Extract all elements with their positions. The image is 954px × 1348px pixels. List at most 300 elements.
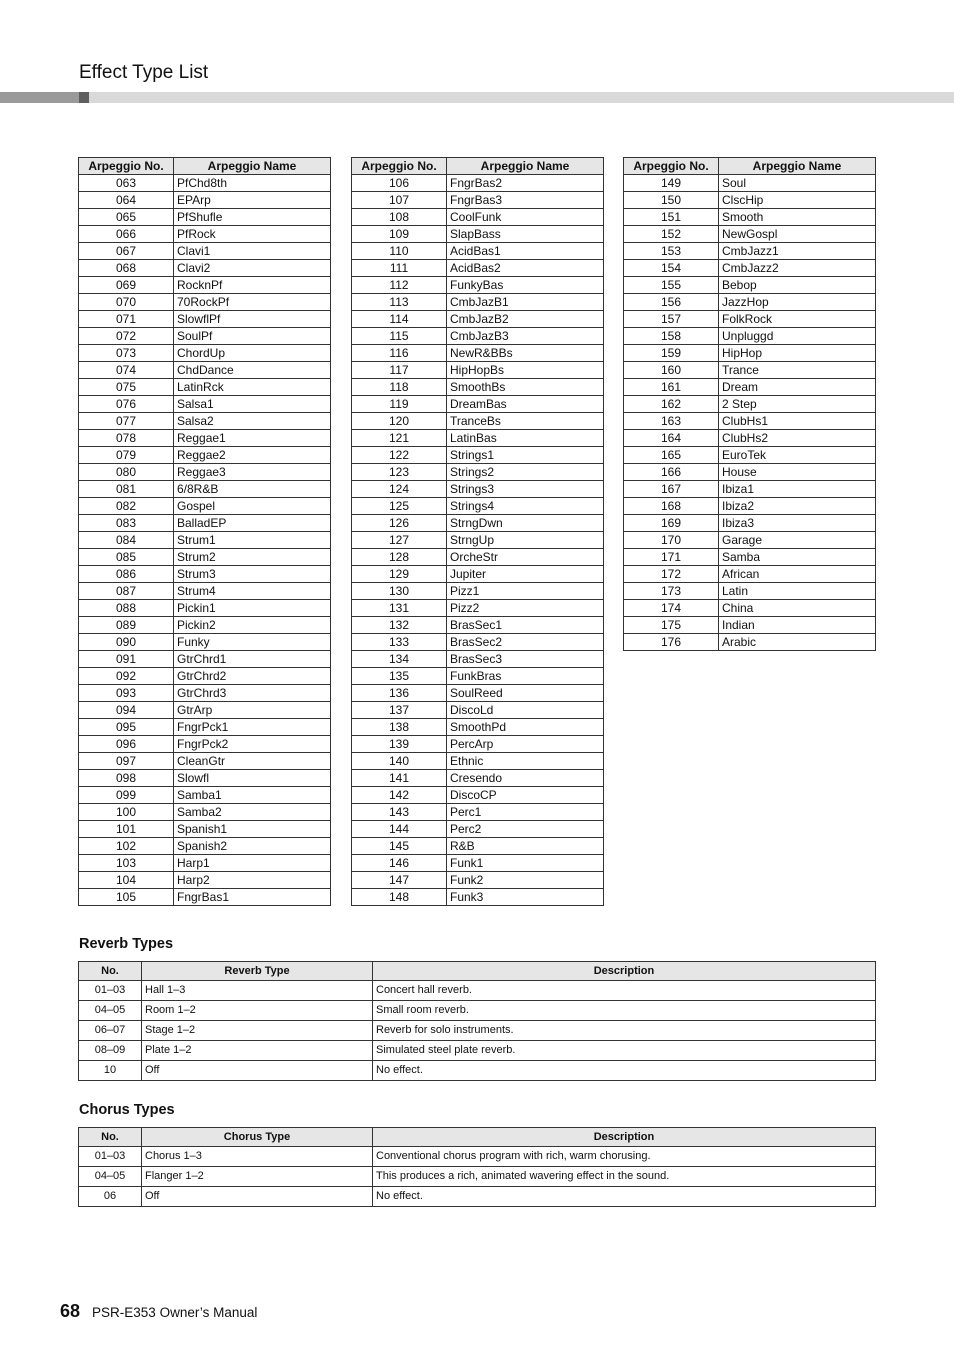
arpeggio-name: PfChd8th: [174, 175, 331, 192]
table-row: [352, 243, 604, 260]
arpeggio-name: SoulPf: [174, 328, 331, 345]
arpeggio-name: Ethnic: [447, 753, 604, 770]
arpeggio-name: JazzHop: [719, 294, 876, 311]
table-row: [79, 736, 331, 753]
table-row: [624, 175, 876, 192]
table-row: [352, 753, 604, 770]
table-row: [79, 804, 331, 821]
arpeggio-number: 072: [79, 328, 174, 345]
arpeggio-number: 076: [79, 396, 174, 413]
table-row: [79, 311, 331, 328]
arpeggio-number: 146: [352, 855, 447, 872]
reverb-description: Simulated steel plate reverb.: [373, 1041, 876, 1061]
table-row: [79, 481, 331, 498]
arpeggio-name: China: [719, 600, 876, 617]
arpeggio-name: Perc2: [447, 821, 604, 838]
table-row: [79, 243, 331, 260]
table-row: [352, 260, 604, 277]
table-row: [624, 515, 876, 532]
reverb-description: Concert hall reverb.: [373, 981, 876, 1001]
table-row: [79, 379, 331, 396]
arpeggio-name: Pickin2: [174, 617, 331, 634]
arpeggio-number: 135: [352, 668, 447, 685]
arpeggio-number: 100: [79, 804, 174, 821]
arpeggio-name: BalladEP: [174, 515, 331, 532]
table-row: [352, 277, 604, 294]
table-row: [352, 430, 604, 447]
arpeggio-number: 165: [624, 447, 719, 464]
table-row: [352, 719, 604, 736]
table-row: [79, 1187, 876, 1207]
arpeggio-name: GtrChrd3: [174, 685, 331, 702]
arpeggio-name: Unpluggd: [719, 328, 876, 345]
arpeggio-number: 093: [79, 685, 174, 702]
arpeggio-number: 094: [79, 702, 174, 719]
arpeggio-name: Pickin1: [174, 600, 331, 617]
arpeggio-number: 142: [352, 787, 447, 804]
table-row: [624, 481, 876, 498]
table-row: [79, 1021, 876, 1041]
table-row: [79, 566, 331, 583]
table-row: [352, 209, 604, 226]
arpeggio-name: StrngUp: [447, 532, 604, 549]
reverb-no-header: No.: [79, 962, 142, 981]
table-row: [624, 294, 876, 311]
table-row: [79, 515, 331, 532]
reverb-type-header: Reverb Type: [142, 962, 373, 981]
arpeggio-number: 174: [624, 600, 719, 617]
table-row: [79, 889, 331, 906]
arpeggio-number: 164: [624, 430, 719, 447]
arpeggio-name: NewGospl: [719, 226, 876, 243]
arpeggio-name: CoolFunk: [447, 209, 604, 226]
arpeggio-name: RocknPf: [174, 277, 331, 294]
table-row: [352, 192, 604, 209]
arpeggio-name: DiscoCP: [447, 787, 604, 804]
arpeggio-name: CmbJazB1: [447, 294, 604, 311]
arpeggio-name: Soul: [719, 175, 876, 192]
table-row: [352, 328, 604, 345]
table-row: [624, 209, 876, 226]
arpeggio-name: SoulReed: [447, 685, 604, 702]
table-row: [79, 362, 331, 379]
arpeggio-number: 153: [624, 243, 719, 260]
arpeggio-table-3: [623, 157, 876, 651]
arpeggio-name: 70RockPf: [174, 294, 331, 311]
arpeggio-number: 117: [352, 362, 447, 379]
arpeggio-number: 115: [352, 328, 447, 345]
arpeggio-name: Strings1: [447, 447, 604, 464]
arpeggio-number: 143: [352, 804, 447, 821]
arpeggio-number: 172: [624, 566, 719, 583]
arpeggio-name: African: [719, 566, 876, 583]
chorus-types-heading: Chorus Types: [79, 1102, 175, 1118]
arpeggio-name-header: Arpeggio Name: [447, 158, 604, 175]
arpeggio-name: FngrBas1: [174, 889, 331, 906]
arpeggio-number: 099: [79, 787, 174, 804]
arpeggio-name: CmbJazB3: [447, 328, 604, 345]
table-row: [352, 294, 604, 311]
arpeggio-number: 148: [352, 889, 447, 906]
table-row: [79, 549, 331, 566]
arpeggio-name: AcidBas1: [447, 243, 604, 260]
table-row: [352, 838, 604, 855]
table-row: [352, 226, 604, 243]
table-row: [79, 277, 331, 294]
arpeggio-name: Ibiza3: [719, 515, 876, 532]
arpeggio-name: NewR&BBs: [447, 345, 604, 362]
arpeggio-number: 144: [352, 821, 447, 838]
arpeggio-name: Bebop: [719, 277, 876, 294]
arpeggio-name: BrasSec2: [447, 634, 604, 651]
chorus-types-table: [78, 1127, 876, 1207]
reverb-number: 10: [79, 1061, 142, 1081]
table-row: [624, 243, 876, 260]
arpeggio-name: ChdDance: [174, 362, 331, 379]
arpeggio-name: FngrPck1: [174, 719, 331, 736]
table-row: [79, 855, 331, 872]
arpeggio-number: 156: [624, 294, 719, 311]
arpeggio-name: SlapBass: [447, 226, 604, 243]
arpeggio-number: 111: [352, 260, 447, 277]
arpeggio-number: 069: [79, 277, 174, 294]
arpeggio-name: FunkyBas: [447, 277, 604, 294]
table-row: [79, 175, 331, 192]
arpeggio-name: DreamBas: [447, 396, 604, 413]
arpeggio-number: 118: [352, 379, 447, 396]
arpeggio-number: 070: [79, 294, 174, 311]
arpeggio-number: 127: [352, 532, 447, 549]
arpeggio-number: 088: [79, 600, 174, 617]
reverb-number: 04–05: [79, 1001, 142, 1021]
reverb-type: Plate 1–2: [142, 1041, 373, 1061]
reverb-type: Stage 1–2: [142, 1021, 373, 1041]
table-row: [79, 209, 331, 226]
table-row: [352, 855, 604, 872]
arpeggio-name: CmbJazz1: [719, 243, 876, 260]
reverb-number: 08–09: [79, 1041, 142, 1061]
arpeggio-name: FolkRock: [719, 311, 876, 328]
arpeggio-name: ClubHs2: [719, 430, 876, 447]
arpeggio-number: 087: [79, 583, 174, 600]
arpeggio-name: FngrPck2: [174, 736, 331, 753]
arpeggio-name: Strum1: [174, 532, 331, 549]
arpeggio-name: Strings3: [447, 481, 604, 498]
table-row: [624, 600, 876, 617]
arpeggio-number: 147: [352, 872, 447, 889]
arpeggio-number: 095: [79, 719, 174, 736]
arpeggio-name: Salsa2: [174, 413, 331, 430]
arpeggio-number: 173: [624, 583, 719, 600]
title-rule-dark-segment: [0, 92, 79, 103]
table-row: [79, 770, 331, 787]
table-row: [79, 872, 331, 889]
chorus-number: 06: [79, 1187, 142, 1207]
arpeggio-name: House: [719, 464, 876, 481]
arpeggio-no-header: Arpeggio No.: [624, 158, 719, 175]
table-row: [624, 430, 876, 447]
arpeggio-number: 141: [352, 770, 447, 787]
table-row: [352, 396, 604, 413]
arpeggio-number: 132: [352, 617, 447, 634]
arpeggio-number: 086: [79, 566, 174, 583]
table-row: [352, 311, 604, 328]
arpeggio-number: 139: [352, 736, 447, 753]
table-row: [352, 515, 604, 532]
arpeggio-name: ChordUp: [174, 345, 331, 362]
table-row: [79, 668, 331, 685]
table-row: [352, 787, 604, 804]
table-row: [79, 1041, 876, 1061]
arpeggio-number: 128: [352, 549, 447, 566]
table-row: [79, 600, 331, 617]
table-row: [352, 634, 604, 651]
arpeggio-name: Clavi1: [174, 243, 331, 260]
arpeggio-number: 176: [624, 634, 719, 651]
arpeggio-number: 102: [79, 838, 174, 855]
reverb-description: Reverb for solo instruments.: [373, 1021, 876, 1041]
arpeggio-number: 159: [624, 345, 719, 362]
title-rule: [0, 92, 954, 103]
arpeggio-name: Dream: [719, 379, 876, 396]
arpeggio-name: Ibiza2: [719, 498, 876, 515]
table-row: [79, 260, 331, 277]
arpeggio-number: 169: [624, 515, 719, 532]
table-row: [624, 634, 876, 651]
arpeggio-number: 121: [352, 430, 447, 447]
table-row: [352, 889, 604, 906]
arpeggio-number: 091: [79, 651, 174, 668]
table-row: [352, 702, 604, 719]
arpeggio-number: 085: [79, 549, 174, 566]
arpeggio-name: Spanish2: [174, 838, 331, 855]
arpeggio-name: Strum3: [174, 566, 331, 583]
table-row: [624, 362, 876, 379]
table-row: [624, 260, 876, 277]
arpeggio-number: 083: [79, 515, 174, 532]
chorus-type-header: Chorus Type: [142, 1128, 373, 1147]
arpeggio-number: 107: [352, 192, 447, 209]
arpeggio-number: 122: [352, 447, 447, 464]
arpeggio-name: Funky: [174, 634, 331, 651]
table-row: [79, 464, 331, 481]
table-row: [79, 294, 331, 311]
arpeggio-name: PfRock: [174, 226, 331, 243]
table-row: [624, 464, 876, 481]
table-row: [624, 566, 876, 583]
arpeggio-name: EPArp: [174, 192, 331, 209]
page-title: Effect Type List: [79, 62, 209, 83]
arpeggio-name: PercArp: [447, 736, 604, 753]
table-row: [624, 447, 876, 464]
table-row: [79, 1001, 876, 1021]
arpeggio-name: Garage: [719, 532, 876, 549]
arpeggio-number: 106: [352, 175, 447, 192]
table-row: [79, 719, 331, 736]
arpeggio-number: 064: [79, 192, 174, 209]
chorus-description: This produces a rich, animated wavering effect in the sound.: [373, 1167, 876, 1187]
table-row: [79, 328, 331, 345]
arpeggio-number: 082: [79, 498, 174, 515]
arpeggio-number: 108: [352, 209, 447, 226]
reverb-types-heading: Reverb Types: [79, 936, 174, 952]
arpeggio-number: 089: [79, 617, 174, 634]
arpeggio-name: Indian: [719, 617, 876, 634]
table-row: [352, 651, 604, 668]
arpeggio-name: FunkBras: [447, 668, 604, 685]
table-row: [79, 787, 331, 804]
table-row: [79, 702, 331, 719]
arpeggio-name: Reggae1: [174, 430, 331, 447]
arpeggio-number: 133: [352, 634, 447, 651]
arpeggio-no-header: Arpeggio No.: [79, 158, 174, 175]
arpeggio-table-1: [78, 157, 331, 906]
arpeggio-name: Samba1: [174, 787, 331, 804]
table-row: [352, 379, 604, 396]
arpeggio-name: Arabic: [719, 634, 876, 651]
arpeggio-number: 168: [624, 498, 719, 515]
table-row: [79, 430, 331, 447]
arpeggio-number: 130: [352, 583, 447, 600]
chorus-no-header: No.: [79, 1128, 142, 1147]
table-row: [79, 634, 331, 651]
arpeggio-number: 066: [79, 226, 174, 243]
arpeggio-number: 097: [79, 753, 174, 770]
title-rule-marker: [79, 92, 89, 103]
arpeggio-number: 119: [352, 396, 447, 413]
arpeggio-name: Strings2: [447, 464, 604, 481]
table-row: [79, 821, 331, 838]
arpeggio-name: Perc1: [447, 804, 604, 821]
table-row: [352, 821, 604, 838]
arpeggio-name: Reggae2: [174, 447, 331, 464]
arpeggio-number: 162: [624, 396, 719, 413]
table-row: [352, 685, 604, 702]
arpeggio-number: 071: [79, 311, 174, 328]
arpeggio-name: Ibiza1: [719, 481, 876, 498]
arpeggio-name: PfShufle: [174, 209, 331, 226]
arpeggio-name: CleanGtr: [174, 753, 331, 770]
table-row: [352, 532, 604, 549]
arpeggio-number: 112: [352, 277, 447, 294]
table-row: [79, 753, 331, 770]
arpeggio-number: 073: [79, 345, 174, 362]
arpeggio-number: 124: [352, 481, 447, 498]
table-row: [352, 481, 604, 498]
arpeggio-number: 152: [624, 226, 719, 243]
arpeggio-number: 113: [352, 294, 447, 311]
arpeggio-number: 123: [352, 464, 447, 481]
table-row: [79, 1147, 876, 1167]
arpeggio-number: 136: [352, 685, 447, 702]
arpeggio-name: Harp1: [174, 855, 331, 872]
arpeggio-number: 065: [79, 209, 174, 226]
arpeggio-name: Trance: [719, 362, 876, 379]
arpeggio-number: 096: [79, 736, 174, 753]
arpeggio-number: 116: [352, 345, 447, 362]
arpeggio-table-2: [351, 157, 604, 906]
arpeggio-name: EuroTek: [719, 447, 876, 464]
table-row: [624, 583, 876, 600]
arpeggio-number: 077: [79, 413, 174, 430]
arpeggio-name: GtrArp: [174, 702, 331, 719]
table-row: [624, 379, 876, 396]
arpeggio-name: TranceBs: [447, 413, 604, 430]
arpeggio-name: 2 Step: [719, 396, 876, 413]
reverb-types-table: [78, 961, 876, 1081]
arpeggio-number: 140: [352, 753, 447, 770]
arpeggio-number: 104: [79, 872, 174, 889]
arpeggio-name: GtrChrd2: [174, 668, 331, 685]
arpeggio-name: CmbJazB2: [447, 311, 604, 328]
arpeggio-name: FngrBas3: [447, 192, 604, 209]
arpeggio-number: 175: [624, 617, 719, 634]
arpeggio-name: HipHop: [719, 345, 876, 362]
reverb-type: Room 1–2: [142, 1001, 373, 1021]
chorus-description-header: Description: [373, 1128, 876, 1147]
table-row: [352, 617, 604, 634]
table-row: [352, 872, 604, 889]
arpeggio-number: 151: [624, 209, 719, 226]
table-row: [352, 804, 604, 821]
reverb-description-header: Description: [373, 962, 876, 981]
arpeggio-number: 098: [79, 770, 174, 787]
table-row: [624, 413, 876, 430]
chorus-type: Off: [142, 1187, 373, 1207]
arpeggio-name: Slowfl: [174, 770, 331, 787]
arpeggio-number: 155: [624, 277, 719, 294]
table-row: [79, 447, 331, 464]
arpeggio-number: 120: [352, 413, 447, 430]
arpeggio-number: 134: [352, 651, 447, 668]
table-row: [624, 277, 876, 294]
arpeggio-name: BrasSec3: [447, 651, 604, 668]
table-row: [624, 328, 876, 345]
table-row: [352, 175, 604, 192]
arpeggio-number: 092: [79, 668, 174, 685]
arpeggio-name: HipHopBs: [447, 362, 604, 379]
table-row: [352, 668, 604, 685]
arpeggio-number: 160: [624, 362, 719, 379]
arpeggio-number: 075: [79, 379, 174, 396]
arpeggio-number: 158: [624, 328, 719, 345]
arpeggio-number: 101: [79, 821, 174, 838]
table-row: [624, 396, 876, 413]
arpeggio-name: Latin: [719, 583, 876, 600]
arpeggio-name: Strum2: [174, 549, 331, 566]
chorus-number: 04–05: [79, 1167, 142, 1187]
table-row: [624, 226, 876, 243]
arpeggio-number: 137: [352, 702, 447, 719]
page-number: 68: [60, 1301, 81, 1321]
arpeggio-name: Funk2: [447, 872, 604, 889]
table-row: [624, 345, 876, 362]
reverb-type: Hall 1–3: [142, 981, 373, 1001]
arpeggio-number: 150: [624, 192, 719, 209]
arpeggio-number: 170: [624, 532, 719, 549]
arpeggio-name: AcidBas2: [447, 260, 604, 277]
table-row: [624, 617, 876, 634]
arpeggio-number: 109: [352, 226, 447, 243]
arpeggio-number: 105: [79, 889, 174, 906]
chorus-description: No effect.: [373, 1187, 876, 1207]
arpeggio-number: 090: [79, 634, 174, 651]
table-row: [352, 566, 604, 583]
table-row: [79, 345, 331, 362]
table-row: [352, 345, 604, 362]
table-row: [79, 226, 331, 243]
table-row: [79, 981, 876, 1001]
